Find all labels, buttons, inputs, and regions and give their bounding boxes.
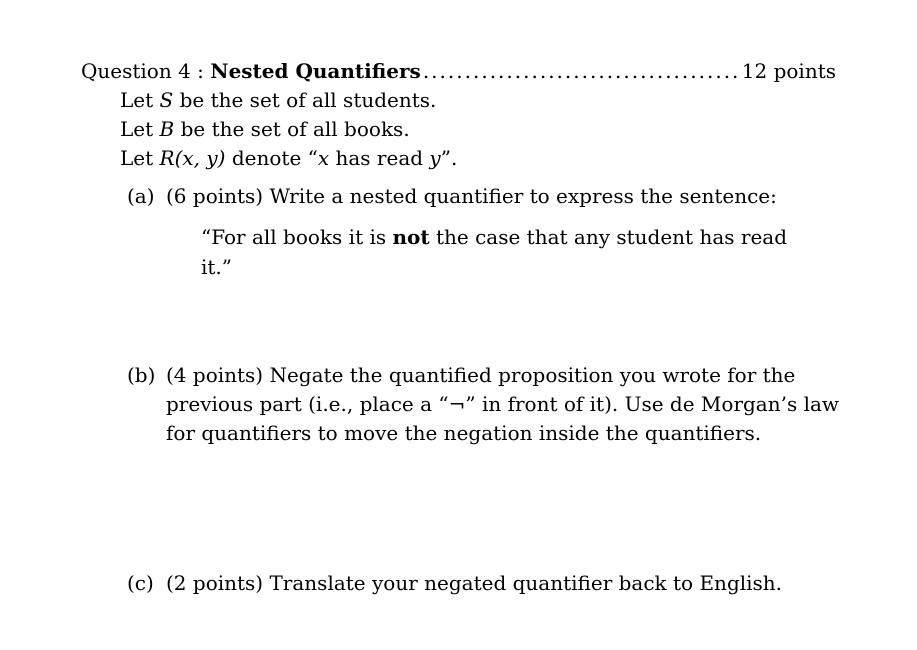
- setup-text: Let: [120, 117, 160, 141]
- setup-relation: [120, 146, 457, 170]
- question-points: 12 points: [741, 59, 836, 83]
- part-a-prompt: [166, 184, 777, 208]
- question-title: Nested Quantifiers: [210, 59, 421, 83]
- part-c-text: Translate your negated quantifier back to English.: [269, 571, 783, 595]
- setup-text: Let: [120, 88, 160, 112]
- part-c-prompt: [166, 571, 782, 595]
- setup-text: be the set of all books.: [174, 117, 410, 141]
- part-c-label: (c): [127, 571, 154, 595]
- question-number: Question 4 :: [81, 59, 204, 83]
- part-c-points: (2 points): [166, 571, 264, 595]
- setup-text: Let: [120, 146, 160, 170]
- setup-students: [120, 88, 436, 112]
- math-symbol: R(x, y): [159, 146, 226, 170]
- math-symbol: x: [317, 146, 330, 170]
- math-symbol: y: [429, 146, 441, 170]
- quote-text: the case that any student has read it.”: [201, 225, 788, 279]
- part-b-points: (4 points): [166, 363, 264, 387]
- part-a-label: (a): [127, 184, 155, 208]
- part-b-prompt: [166, 361, 856, 448]
- setup-text: ”.: [440, 146, 458, 170]
- setup-text: be the set of all students.: [173, 88, 437, 112]
- part-a-quote: [201, 222, 807, 282]
- part-b-text: Negate the quantified proposition you wrote for the previous part (i.e., place a “¬” in front of it). Use de Morgan’s law for quantifiers to move the negation inside the quantifiers.: [166, 363, 840, 445]
- part-a-text: Write a nested quantifier to express the sentence:: [269, 184, 777, 208]
- setup-text: has read: [329, 146, 430, 170]
- math-symbol: S: [159, 88, 174, 112]
- math-symbol: B: [159, 117, 175, 141]
- quote-emphasis: not: [392, 225, 430, 249]
- setup-books: [120, 117, 410, 141]
- quote-text: “For all books it is: [201, 225, 393, 249]
- part-b-label: (b): [127, 363, 156, 387]
- question-header: [81, 59, 836, 83]
- dot-leader: [423, 59, 740, 83]
- part-a-points: (6 points): [166, 184, 264, 208]
- setup-text: denote “: [225, 146, 318, 170]
